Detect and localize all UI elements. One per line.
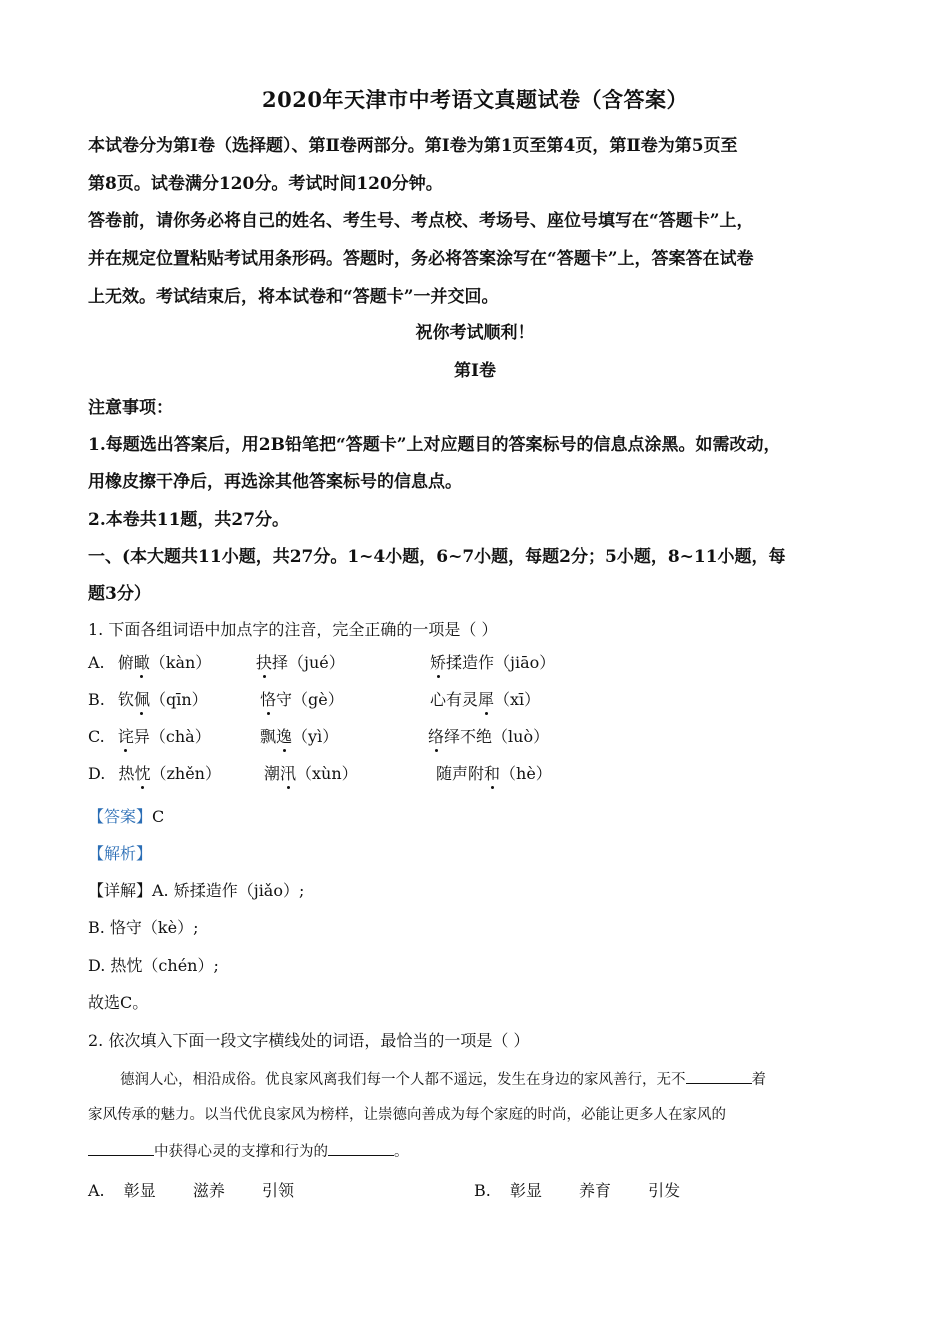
fill-blank-3: [328, 1141, 394, 1156]
fill-blank-1: [686, 1069, 752, 1084]
detail-line-3: D. 热忱（chén）;: [88, 956, 219, 975]
q2-option-a: A. 彰显 滋养 引领: [88, 1181, 294, 1200]
q2-passage-line-3: 中获得心灵的支撑和行为的 。: [88, 1140, 409, 1161]
q1-option-b-word-3: 心有灵犀（xī）: [430, 690, 541, 709]
fill-blank-2: [88, 1141, 154, 1156]
notes-item-1-line-1: 1.每题选出答案后，用2B铅笔把“答题卡”上对应题目的答案标号的信息点涂黑。如需改动，: [88, 435, 781, 455]
notes-item-2: 2.本卷共11题，共27分。: [88, 510, 290, 530]
q1-option-d-word-2: 潮汛（xùn）: [264, 764, 358, 783]
detail-line-2: B. 恪守（kè）;: [88, 918, 199, 937]
option-label: D.: [88, 764, 106, 783]
option-label: B.: [88, 690, 105, 709]
q1-option-a-word-2: 抉择（jué）: [256, 653, 345, 672]
intro-line-2: 第8页。试卷满分120分。考试时间120分钟。: [88, 174, 443, 194]
q1-option-c-word-2: 飘逸（yì）: [260, 727, 339, 746]
q1-option-a: A. 俯瞰（kàn）: [88, 653, 212, 672]
q1-option-c: C. 诧异（chà）: [88, 727, 211, 746]
option-label: A.: [88, 653, 105, 672]
page-title: 2020年天津市中考语文真题试卷（含答案）: [262, 87, 688, 112]
q1-option-b-word-2: 恪守（gè）: [260, 690, 344, 709]
q1-option-a-word-3: 矫揉造作（jiāo）: [430, 653, 556, 672]
option-label: C.: [88, 727, 105, 746]
q2-option-b: B. 彰显 养育 引发: [474, 1181, 681, 1200]
section-1-line-2: 题3分）: [88, 584, 151, 604]
answer-tag: 【答案】: [88, 807, 153, 826]
q1-stem: 1. 下面各组词语中加点字的注音，完全正确的一项是（ ）: [88, 620, 498, 639]
intro-line-3: 答卷前，请你务必将自己的姓名、考生号、考点校、考场号、座位号填写在“答题卡”上，: [88, 211, 754, 231]
wish-text: 祝你考试顺利！: [415, 323, 535, 343]
detail-line-1: 【详解】A. 矫揉造作（jiǎo）;: [88, 881, 305, 900]
volume-title: 第Ⅰ卷: [454, 361, 496, 381]
q1-answer: [88, 804, 164, 827]
q1-option-b: B. 钦佩（qīn）: [88, 690, 208, 709]
intro-line-1: 本试卷分为第Ⅰ卷（选择题）、第Ⅱ卷两部分。第Ⅰ卷为第1页至第4页，第Ⅱ卷为第5页至: [88, 136, 738, 156]
detail-line-4: 故选C。: [88, 993, 149, 1012]
answer-value: C: [152, 807, 165, 826]
q1-option-c-word-3: 络绎不绝（luò）: [428, 727, 550, 746]
intro-line-4: 并在规定位置粘贴考试用条形码。答题时，务必将答案涂写在“答题卡”上，答案答在试卷: [88, 249, 754, 269]
q2-passage-line-2: 家风传承的魅力。以当代优良家风为榜样，让崇德向善成为每个家庭的时尚，必能让更多人在家风的: [88, 1107, 726, 1123]
q1-option-d-word-3: 随声附和（hè）: [436, 764, 552, 783]
q2-stem: 2. 依次填入下面一段文字横线处的词语，最恰当的一项是（ ）: [88, 1031, 530, 1050]
analysis-tag: 【解析】: [88, 844, 153, 863]
q1-option-d: D. 热忱（zhěn）: [88, 764, 221, 783]
intro-line-5: 上无效。考试结束后，将本试卷和“答题卡”一并交回。: [88, 287, 499, 307]
q2-passage-line-1: 德润人心，相沿成俗。优良家风离我们每一个人都不遥远，发生在身边的家风善行，无不 着: [120, 1068, 766, 1089]
notes-heading: 注意事项：: [88, 398, 173, 418]
section-1-line-1: 一、(本大题共11小题，共27分。1~4小题，6~7小题，每题2分；5小题，8~11小题，每: [88, 547, 786, 567]
notes-item-1-line-2: 用橡皮擦干净后，再选涂其他答案标号的信息点。: [88, 472, 462, 492]
